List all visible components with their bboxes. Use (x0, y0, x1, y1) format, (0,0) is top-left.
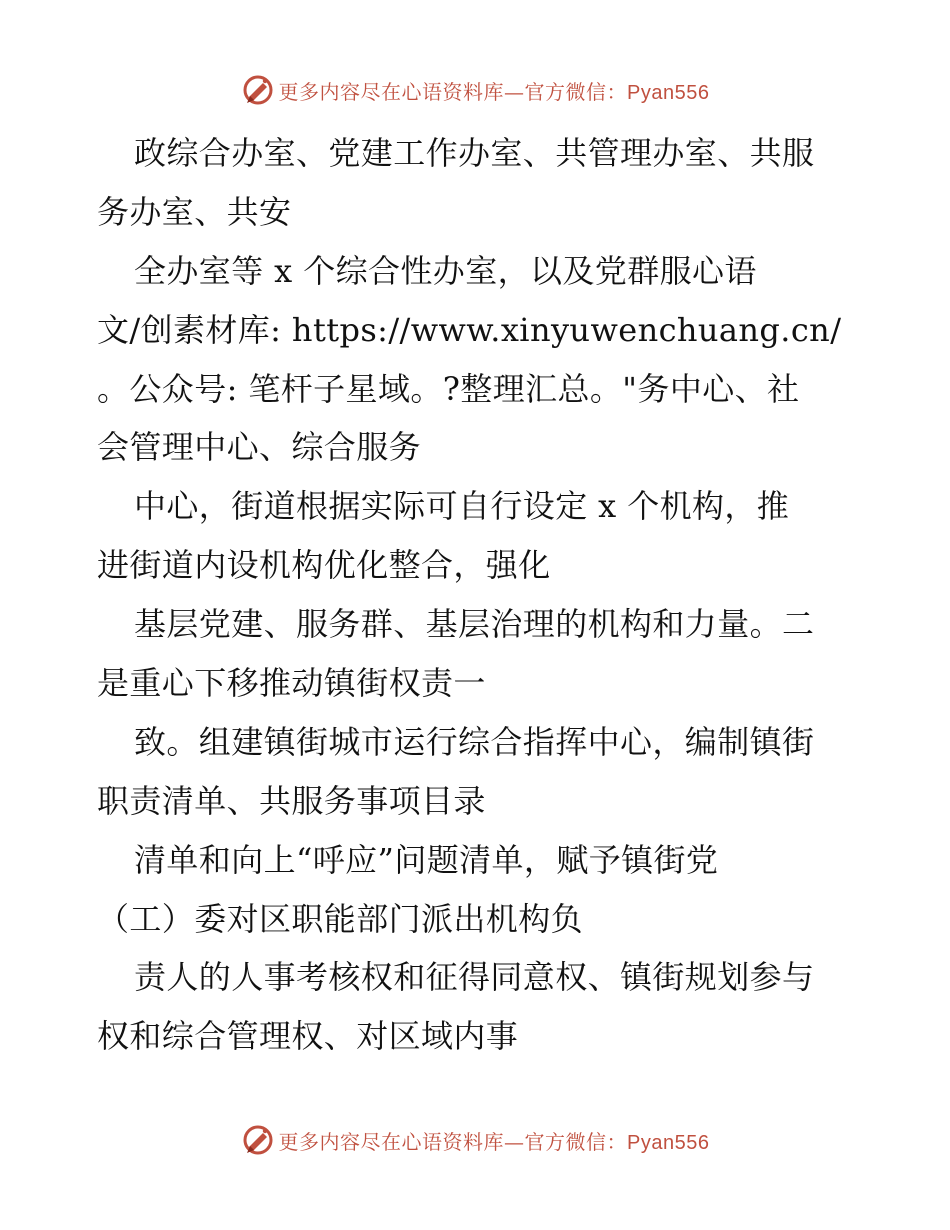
header-banner (0, 70, 950, 110)
body-line: 进街道内设机构优化整合，强化 (97, 546, 551, 585)
body-line: 中心，街道根据实际可自行设定 x 个机构，推 (134, 487, 790, 526)
body-line: 。公众号: 笔杆子星域。?整理汇总。"务中心、社 (97, 369, 800, 408)
header-banner-text (279, 76, 710, 105)
body-line: 职责清单、共服务事项目录 (97, 781, 486, 820)
body-line: 致。组建镇街城市运行综合指挥中心，编制镇街 (134, 722, 815, 761)
body-line: 政综合办室、党建工作办室、共管理办室、共服 (134, 134, 815, 172)
footer-banner (0, 1120, 950, 1160)
footer-banner-label: 更多内容尽在心语资料库—官方微信： (278, 1129, 628, 1154)
pen-logo-icon (241, 1123, 275, 1157)
body-line: 责人的人事考核权和征得同意权、镇街规划参与 (134, 958, 815, 997)
body-line: 权和综合管理权、对区域内事 (97, 1017, 519, 1056)
header-wechat-id: Pyan556 (627, 81, 710, 104)
body-line: 基层党建、服务群、基层治理的机构和力量。二 (134, 605, 815, 644)
body-line: 是重心下移推动镇街权责一 (97, 664, 486, 703)
body-line: 清单和向上“呼应”问题清单，赋予镇街党 (134, 840, 719, 879)
document-body (97, 124, 857, 1066)
pen-logo-icon (241, 73, 275, 107)
body-line: 会管理中心、综合服务 (97, 428, 422, 467)
body-line: （工）委对区职能部门派出机构负 (97, 899, 584, 938)
footer-wechat-id: Pyan556 (627, 1131, 710, 1154)
body-line: 全办室等 x 个综合性办室，以及党群服心语 (134, 251, 757, 290)
body-line: 文/创素材库: https://www.xinyuwenchuang.cn/ (97, 310, 842, 349)
header-banner-label: 更多内容尽在心语资料库—官方微信： (278, 79, 628, 104)
body-line: 务办室、共安 (97, 192, 292, 231)
footer-banner-text (279, 1126, 710, 1155)
